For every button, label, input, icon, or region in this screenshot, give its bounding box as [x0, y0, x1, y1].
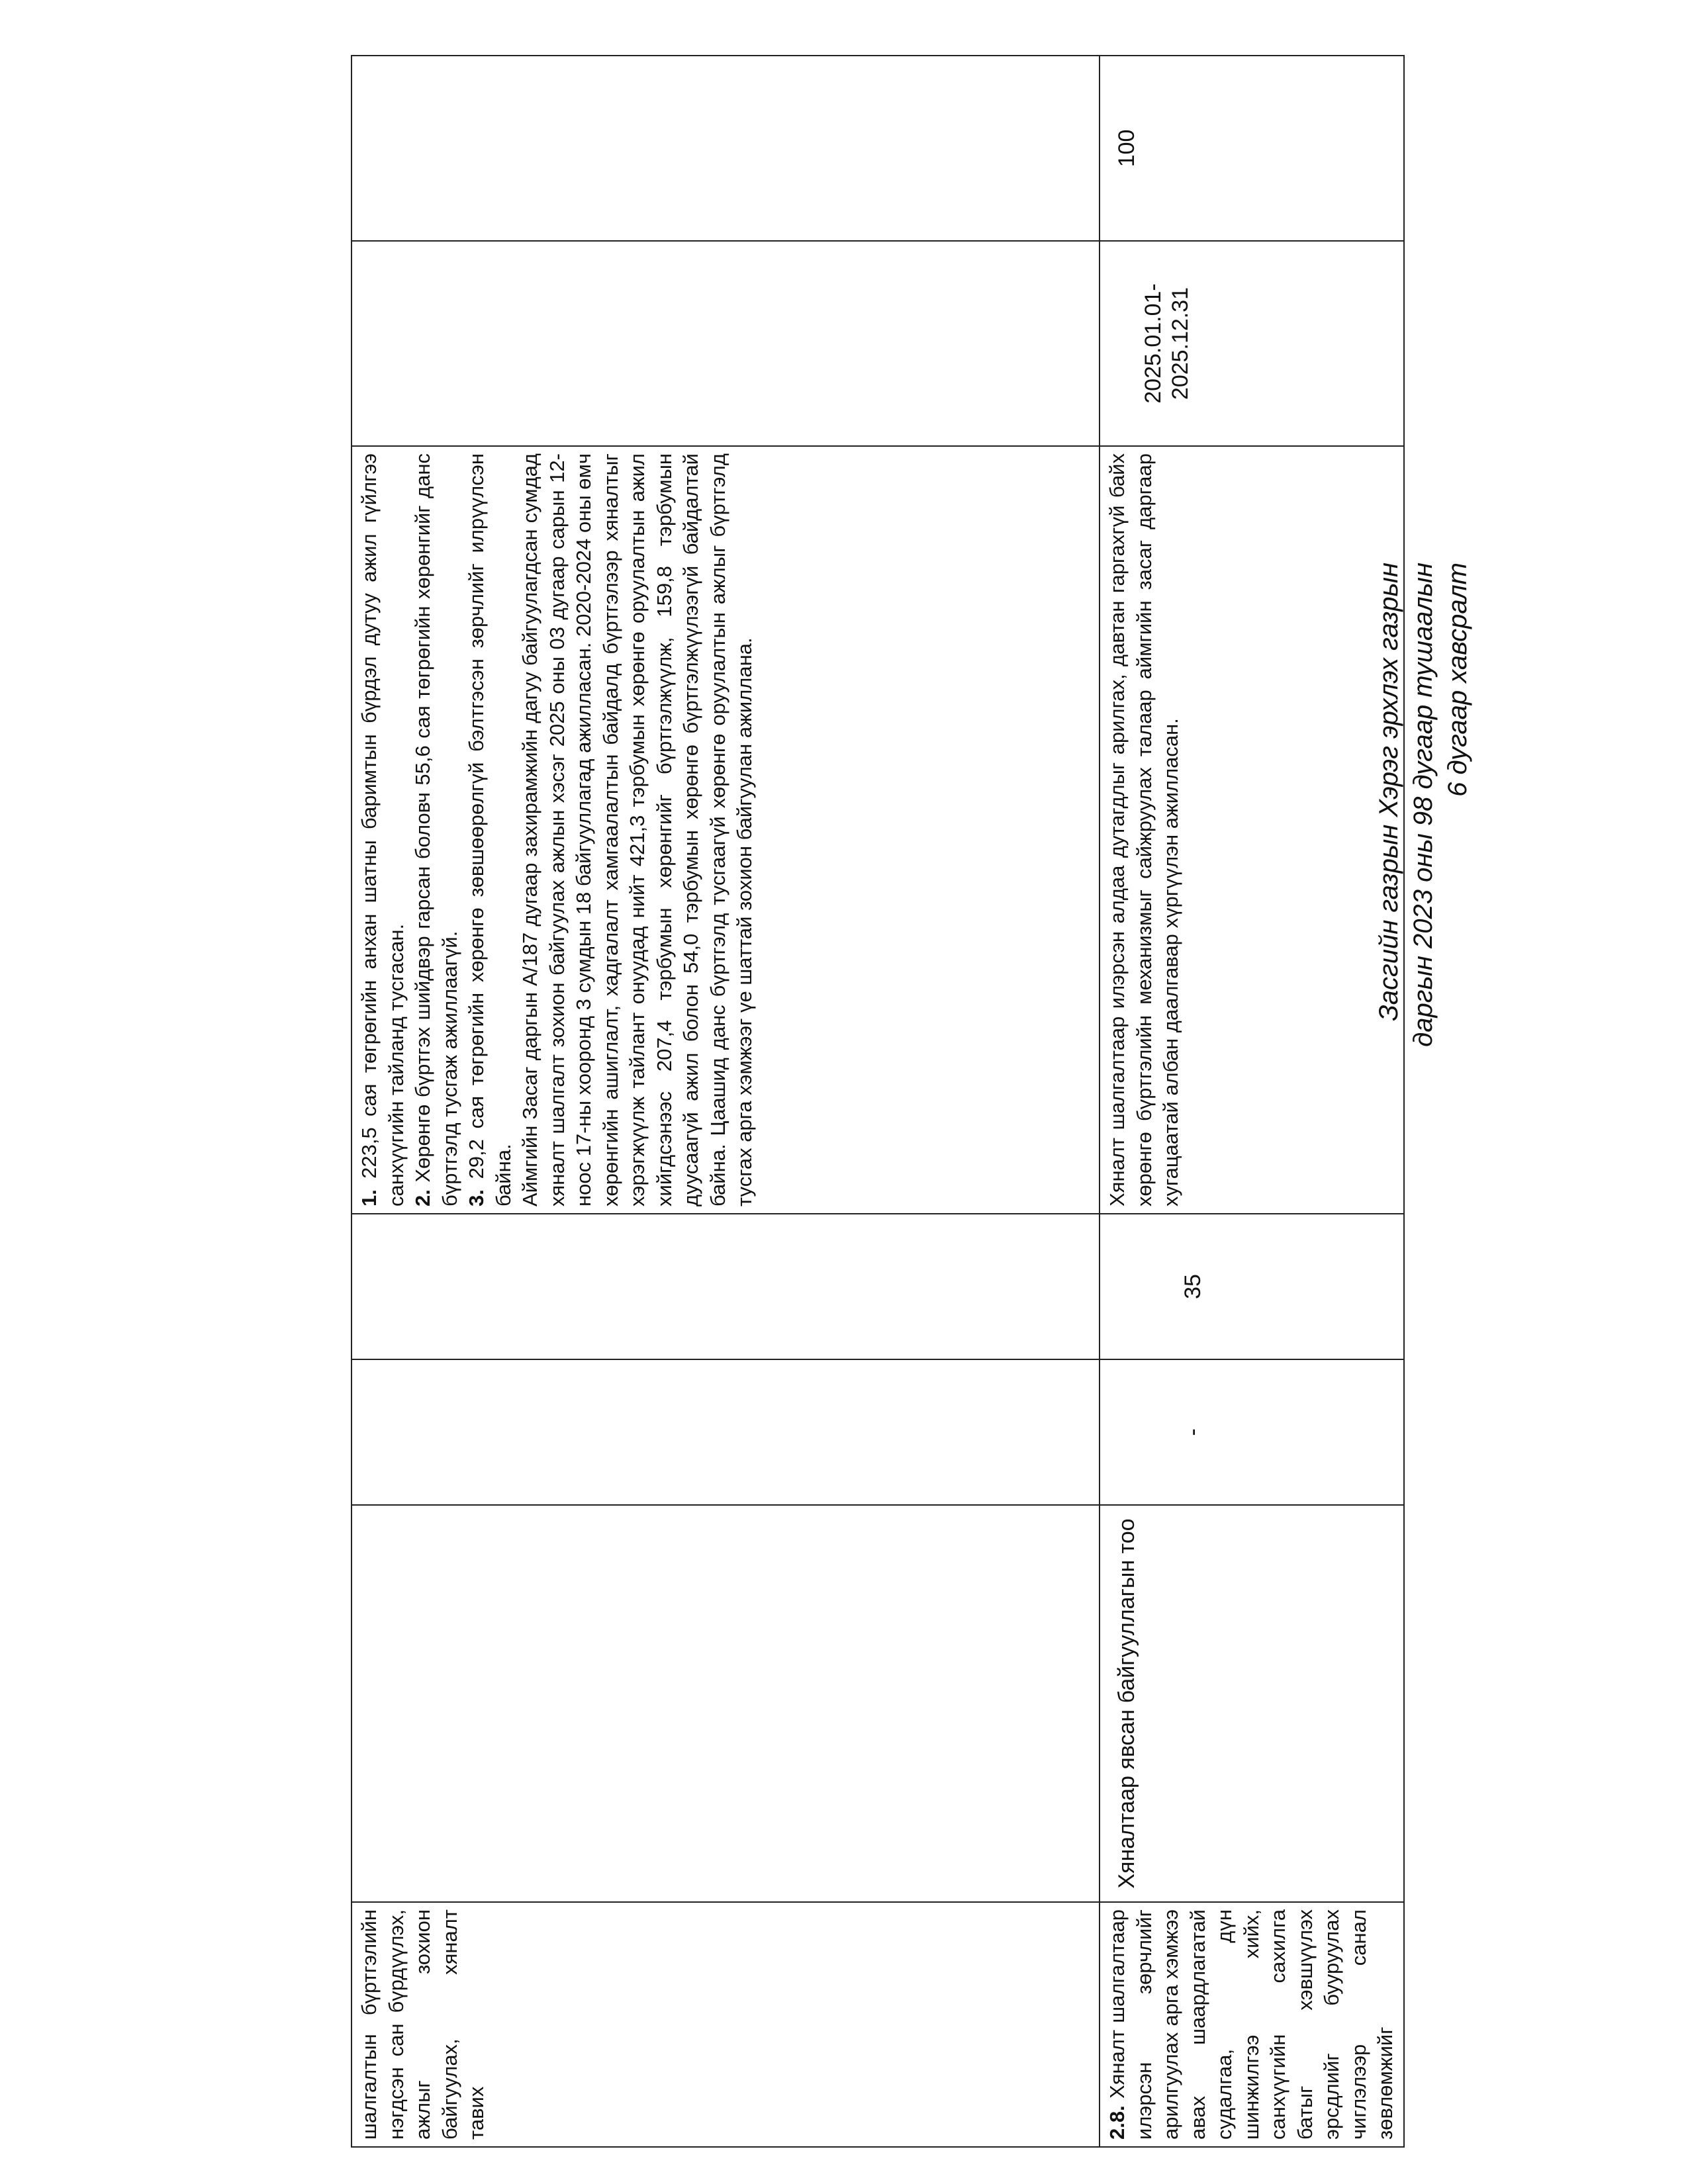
indicator-cell: Хяналтаар явсан байгууллагын тоо: [1100, 1505, 1404, 1902]
target-cell: [352, 1214, 1100, 1359]
result-number-2: 2.: [411, 1189, 434, 1206]
baseline-cell: -: [1100, 1359, 1404, 1505]
result-paragraph-2: [410, 453, 463, 1206]
baseline-cell: [352, 1359, 1100, 1505]
table-row: [1100, 56, 1404, 2147]
activity-cell: шалгалтын бүртгэлийн нэгдсэн сан бүрдүүлэх, ажлыг зохион байгуулах, хяналт тавих: [352, 1902, 1100, 2147]
header-line-1: Засгийн газрын Хэрэг эрхлэх газрын: [1374, 563, 1403, 1021]
activity-cell: [1100, 1902, 1404, 2147]
result-paragraph-3: [463, 453, 517, 1206]
percent-cell: [352, 56, 1100, 241]
header-line-2: даргын 2023 оны 98 дугаар тушаалын: [1409, 563, 1438, 1047]
period-cell: 2025.01.01-2025.12.31: [1100, 241, 1404, 446]
result-paragraph-1: [356, 453, 410, 1206]
result-number-1: 1.: [357, 1189, 381, 1206]
period-cell: [352, 241, 1100, 446]
result-number-3: 3.: [465, 1189, 488, 1206]
result-paragraph-4: Аймгийн Засаг даргын А/187 дугаар захирамжийн дагуу байгуулагдсан сумдад хяналт шалгалт зохион байгуулах ажлын хэсэг 2025 оны 03 дугаар сарын 12-ноос 17-ны хооронд 3 сумдын 18 байгууллагад ажилласан. 2020-2024 оны өмч хөрөнгийн ашиглалт, хадгалалт хамгаалалтын байдалд бүртгэлээр хяналтыг хэрэгжүүлж тайлант онуудад нийт 421,3 тэрбумын хөрөнгө оруулалтын ажил хийгдсэнээс 207,4 тэрбумын хөрөнгийг бүртгэлжүүлж, 159,8 тэрбумын дуусаагүй ажил болон 54,0 тэрбумын хөрөнгө бүртгэлжүүлээгүй байдалтай байна. Цаашид данс бүртгэлд тусгаагүй хөрөнгө оруулалтын ажлыг бүртгэлд тусгах арга хэмжээг үе шаттай зохион байгуулан ажиллана.: [518, 453, 756, 1206]
result-text-1: 223,5 сая төгрөгийн анхан шатны баримтын бүрдэл дутуу ажил гүйлгээ санхүүгийн тайланд тусгасан.: [357, 453, 408, 1206]
percent-cell: 100: [1100, 56, 1404, 241]
result-text-2: Хөрөнгө бүртгэх шийдвэр гарсан боловч 55,6 сая төгрөгийн хөрөнгийг данс бүртгэлд тусгаж ажиллаагүй.: [411, 453, 461, 1206]
target-cell: 35: [1100, 1214, 1404, 1359]
indicator-cell: [352, 1505, 1100, 1902]
report-table: [351, 55, 1405, 2148]
result-cell: Хяналт шалгалтаар илэрсэн алдаа дутагдлыг арилгах, давтан гаргахгүй байх хөрөнгө бүртгэлийн механизмыг сайжруулах талаар аймгийн засаг даргаар хугацаатай албан даалгавар хүргүүлэн ажилласан.: [1100, 446, 1404, 1214]
result-cell: [352, 446, 1100, 1214]
activity-number: 2.8.: [1105, 2105, 1129, 2140]
header-line-3: 6 дугаар хавсралт: [1443, 563, 1472, 797]
table-row: [352, 56, 1100, 2147]
activity-text: Хяналт шалгалтаар илэрсэн зөрчлийг арилгуулах арга хэмжээ авах шаардлагатай судалгаа, дүн шинжилгээ хийх, санхүүгийн сахилга батыг хэвшүүлэх эрсдлийг бууруулах чиглэлээр санал зөвлөмжийг: [1105, 1909, 1397, 2140]
result-text-3: 29,2 сая төгрөгийн хөрөнгө зөвшөөрөлгүй бэлтгэсэн зөрчлийг илрүүлсэн байна.: [465, 453, 515, 1206]
